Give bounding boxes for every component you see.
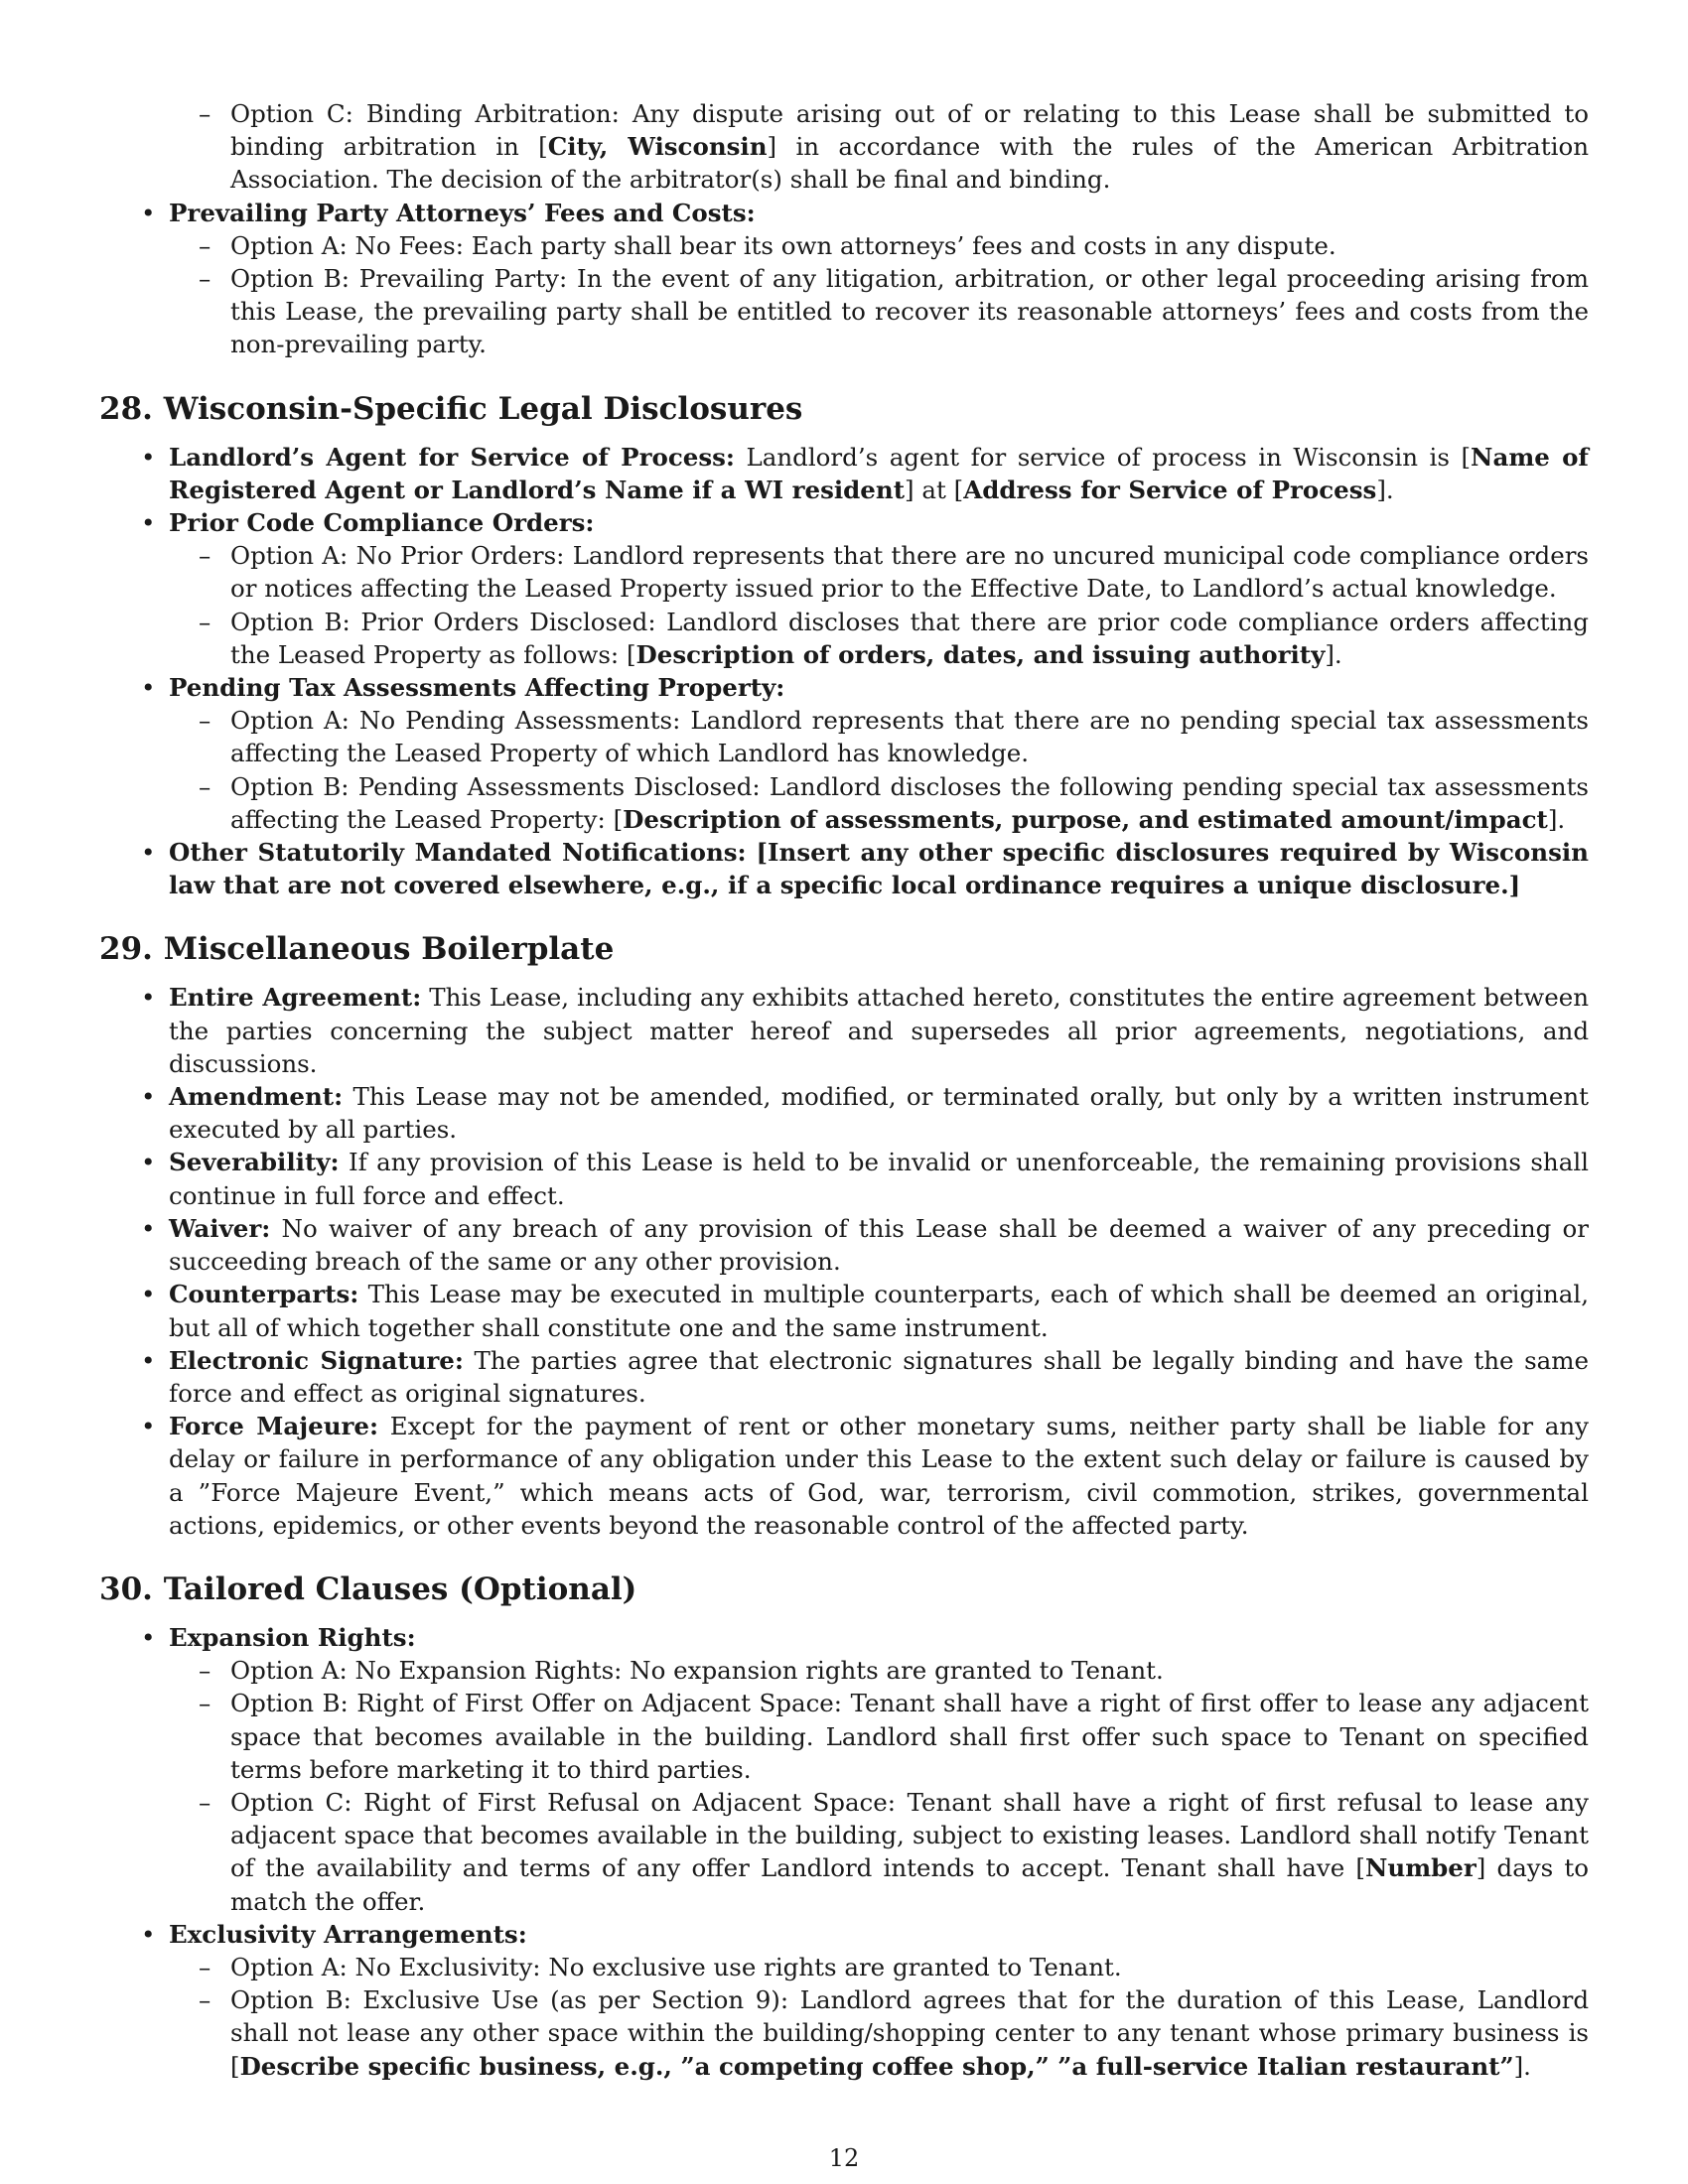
option-item [230,770,1589,836]
bullet-list [99,1621,1589,2083]
text-run: This Lease, including any exhibits attached hereto, constitutes the entire agreement between the parties concerning the subject matter hereof and supersedes all prior agreements, negotiations, and discussions. [169,983,1589,1078]
text-run: Option A: No Pending Assessments: Landlord represents that there are no pending special tax assessments affecting the Leased Property of which Landlord has knowledge. [230,706,1589,768]
list-item-force-majeure [169,1410,1589,1542]
text-run: If any provision of this Lease is held to be invalid or unenforceable, the remaining provisions shall continue in full force and effect. [169,1148,1589,1210]
option-item [230,1983,1589,2083]
option-item [230,1654,1589,1687]
option-list [169,229,1589,361]
text-run: Option B: Pending Assessments Disclosed: Landlord discloses the following pending special tax assessments affecting the Leased Property: [ [230,771,1589,834]
bold-placeholder: Name of Registered Agent or Landlord’s Name if a WI resident [169,442,1589,504]
option-list [169,539,1589,671]
bold-placeholder: Address for Service of Process [963,475,1377,504]
option-item [230,262,1589,361]
item-title: Expansion Rights: [169,1622,416,1652]
bold-placeholder: Number [1365,1853,1477,1883]
text-run: The parties agree that electronic signatures shall be legally binding and have the same force and effect as original signatures. [169,1345,1590,1408]
item-title: Force Majeure: [169,1412,379,1441]
item-title: Electronic Signature: [169,1345,464,1375]
item-title: Entire Agreement: [169,983,422,1013]
text-run: Option A: No Exclusivity: No exclusive use rights are granted to Tenant. [230,1952,1122,1981]
list-item-expansion-rights [169,1621,1589,1918]
item-title: Amendment: [169,1082,344,1112]
option-item [230,1786,1589,1918]
text-run: Option A: No Fees: Each party shall bear its own attorneys’ fees and costs in any dispute. [230,230,1336,260]
bold-placeholder: Describe specific business, e.g., ”a competing coffee shop,” ”a full-service Italian restaurant” [239,2051,1514,2081]
option-item [230,704,1589,769]
option-item [230,229,1589,262]
text-run: Landlord’s agent for service of process in Wisconsin is [ [734,442,1472,472]
list-item-prevailing-party-attorneys-fees-and-costs [169,197,1589,361]
item-title: Landlord’s Agent for Service of Process: [169,442,735,472]
list-item-severability [169,1146,1589,1211]
list-item-amendment [169,1080,1589,1146]
text-run: Option B: Prior Orders Disclosed: Landlord discloses that there are prior code compliance orders affecting the Leased Property as follows: [ [230,607,1589,669]
bold-placeholder: [Insert any other specific disclosures required by Wisconsin law that are not covered elsewhere, e.g., if a specific local ordinance requires a unique disclosure.] [169,838,1589,900]
text-run: ]. [1325,639,1342,669]
section-heading: 29. Miscellaneous Boilerplate [99,931,615,968]
text-run: ]. [1376,475,1394,504]
item-title: Other Statutorily Mandated Notifications: [169,838,747,868]
bold-placeholder: Description of assessments, purpose, and estimated amount/impact [623,804,1548,834]
continued-section [99,97,1589,361]
section-28-wisconsin-specific-legal-disclosures [99,389,1589,902]
list-item-entire-agreement [169,981,1589,1080]
text-run: Option A: No Expansion Rights: No expansion rights are granted to Tenant. [230,1656,1164,1686]
list-item-counterparts [169,1278,1589,1343]
text-run: ] days to match the offer. [230,1853,1590,1916]
section-30-tailored-clauses-optional [99,1570,1589,2083]
item-title: Waiver: [169,1213,271,1243]
option-list [169,1951,1589,2083]
option-item [230,606,1589,671]
list-item-continued [169,97,1589,197]
item-title: Prevailing Party Attorneys’ Fees and Costs: [169,198,756,227]
text-run: Option B: Prevailing Party: In the event of any litigation, arbitration, or other legal proceeding arising from this Lease, the prevailing party shall be entitled to recover its reasonable attorneys’ fees and costs from the non-prevailing party. [230,264,1589,359]
text-run: Option C: Binding Arbitration: Any dispute arising out of or relating to this Lease shall be submitted to binding arbitration in [ [230,99,1589,162]
item-title: Prior Code Compliance Orders: [169,508,595,538]
option-item [230,539,1589,605]
text-run: Except for the payment of rent or other monetary sums, neither party shall be liable for any delay or failure in performance of any obligation under this Lease to the extent such delay or failure is caused by a ”Force Majeure Event,” which means acts of God, war, terrorism, civil commotion, strikes, governmental actions, epidemics, or other events beyond the reasonable control of the affected party. [169,1412,1589,1540]
list-item-landlord-s-agent-for-service-of-process [169,441,1589,506]
text-run: Option B: Right of First Offer on Adjacent Space: Tenant shall have a right of first offer to lease any adjacent space that becomes available in the building. Landlord shall first offer such space to Tenant on specified terms before marketing it to third parties. [230,1689,1589,1784]
item-title: Exclusivity Arrangements: [169,1919,527,1949]
section-heading: 30. Tailored Clauses (Optional) [99,1570,637,1607]
text-run: ] at [ [905,475,964,504]
bullet-list [99,441,1589,902]
document-body [99,97,1589,2083]
bullet-list [99,981,1589,1541]
section-29-miscellaneous-boilerplate [99,929,1589,1541]
bold-placeholder: Description of orders, dates, and issuing authority [635,639,1326,669]
option-item [230,1951,1589,1983]
page-number: 12 [828,2144,860,2172]
bold-placeholder: City, Wisconsin [547,132,768,162]
list-item-electronic-signature [169,1344,1589,1410]
option-item [230,97,1589,197]
item-title: Severability: [169,1148,340,1177]
bullet-list [99,97,1589,361]
text-run: Option C: Right of First Refusal on Adjacent Space: Tenant shall have a right of first refusal to lease any adjacent space that becomes available in the building, subject to existing leases. Landlord shall notify Tenant of the availability and terms of any offer Landlord intends to accept. Tenant shall have [ [230,1787,1589,1883]
text-run [747,838,757,867]
option-item [230,1687,1589,1786]
text-run: Option A: No Prior Orders: Landlord represents that there are no uncured municipal code compliance orders or notices affecting the Leased Property issued prior to the Effective Date, to Landlord’s actual knowledge. [230,541,1589,604]
list-item-other-statutorily-mandated-notifications [169,836,1589,901]
option-list [169,1654,1589,1918]
list-item-exclusivity-arrangements [169,1918,1589,2083]
text-run: ]. [1513,2051,1531,2081]
text-run: No waiver of any breach of any provision of this Lease shall be deemed a waiver of any preceding or succeeding breach of the same or any other provision. [169,1213,1589,1277]
item-title: Pending Tax Assessments Affecting Property: [169,673,785,703]
list-item-pending-tax-assessments-affecting-property [169,671,1589,836]
option-list [169,97,1589,197]
list-item-prior-code-compliance-orders [169,506,1589,671]
text-run: Option B: Exclusive Use (as per Section 9): Landlord agrees that for the duration of this Lease, Landlord shall not lease any other space within the building/shopping center to any tenant whose primary business is [ [230,1985,1589,2081]
option-list [169,704,1589,836]
item-title: Counterparts: [169,1280,359,1309]
text-run: ] in accordance with the rules of the American Arbitration Association. The decision of the arbitrator(s) shall be final and binding. [230,132,1589,195]
text-run: ]. [1547,804,1566,834]
list-item-waiver [169,1212,1589,1278]
text-run: This Lease may be executed in multiple counterparts, each of which shall be deemed an original, but all of which together shall constitute one and the same instrument. [169,1280,1589,1342]
section-heading: 28. Wisconsin-Specific Legal Disclosures [99,390,803,427]
text-run: This Lease may not be amended, modified, or terminated orally, but only by a written instrument executed by all parties. [169,1082,1589,1145]
